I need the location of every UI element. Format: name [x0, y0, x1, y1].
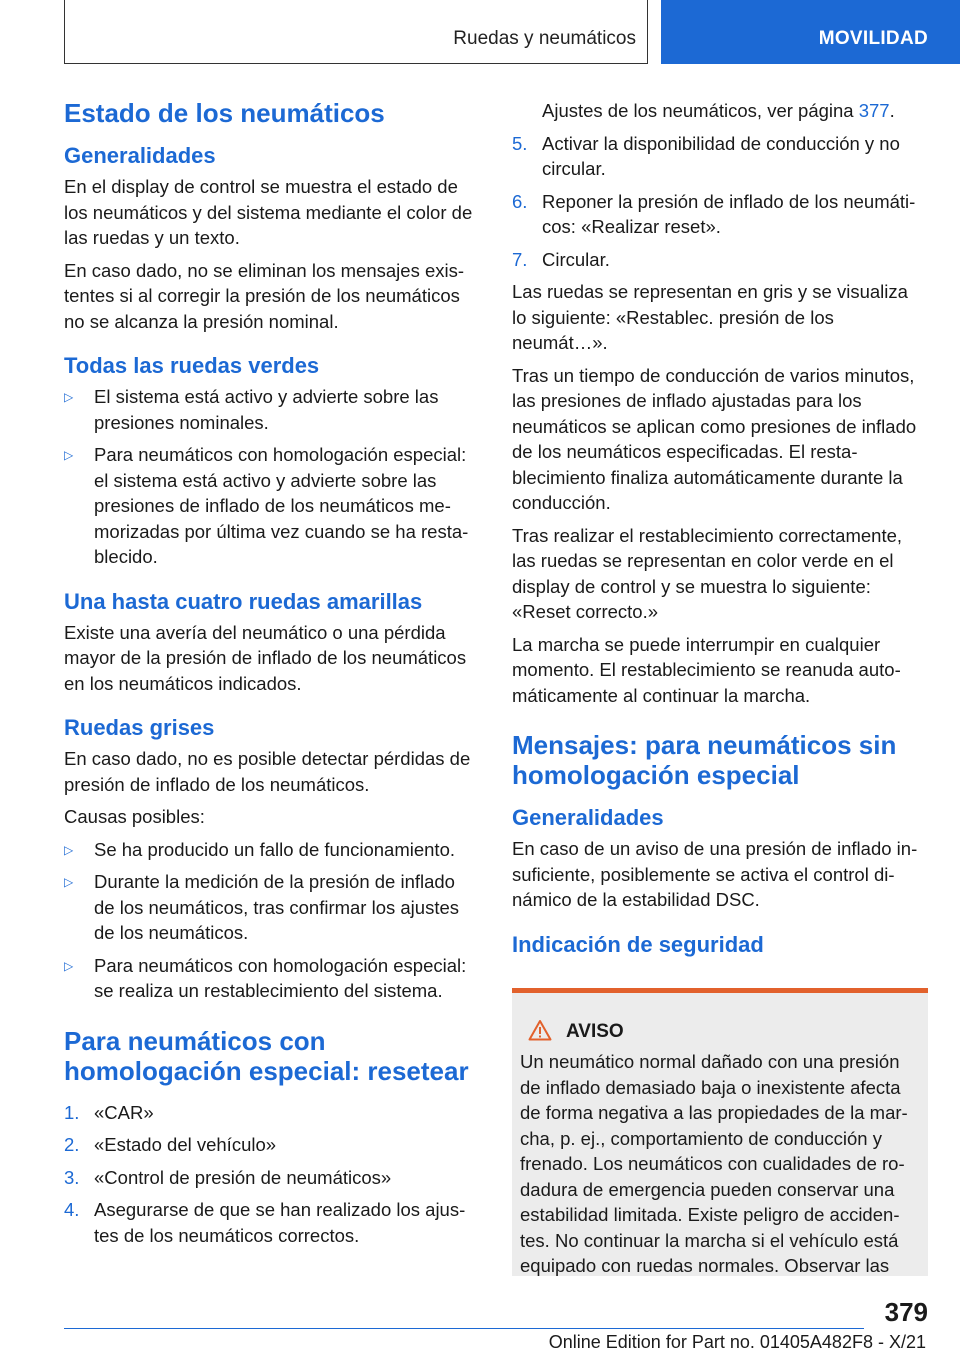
list-item-text: Se ha producido un fallo de funcionamiento.	[94, 838, 456, 860]
triangle-bullet-icon: ▷	[64, 390, 74, 404]
step-text: Asegurarse de que se han realizado los ajustes de los neumáticos correctos.	[94, 1199, 466, 1246]
heading-messages: Mensajes: para neumáticos sin homologación especial	[512, 730, 897, 790]
paragraph: Causas posibles:	[64, 806, 205, 827]
step-number: 7.	[512, 248, 528, 270]
paragraph: Las ruedas se representan en gris y se visualiza lo siguiente: «Restablec. presión de los neumát…».	[512, 281, 908, 353]
step-continuation	[512, 98, 926, 124]
list-item-text: Para neumáticos con homologación especial: el sistema está activo y advierte sobre las presiones de inflado de los neumáticos memorizadas por última vez cuando se ha restablecido.	[94, 444, 469, 567]
paragraph: En el display de control se muestra el estado de los neumáticos y del sistema mediante el color de las ruedas y un texto.	[64, 176, 473, 248]
list-item	[64, 384, 478, 435]
list-item	[64, 869, 478, 946]
step-text: «Control de presión de neumáticos»	[94, 1166, 392, 1188]
list-item-text: El sistema está activo y advierte sobre las presiones nominales.	[94, 386, 439, 433]
step-item	[512, 131, 926, 182]
warning-box	[512, 988, 928, 1276]
step-item	[64, 1197, 478, 1248]
continuation-end: .	[889, 100, 895, 121]
step-text: «CAR»	[94, 1101, 154, 1123]
step-text: Reponer la presión de inflado de los neumáticos: «Realizar reset».	[542, 190, 916, 237]
right-column	[512, 98, 926, 963]
heading-generalidades: Generalidades	[64, 143, 216, 168]
step-item	[64, 1165, 478, 1191]
step-number: 1.	[64, 1101, 80, 1123]
list-item	[64, 953, 478, 1004]
footer-edition: Online Edition for Part no. 01405A482F8 - X/21	[548, 1332, 926, 1352]
list-item-text: Para neumáticos con homologación especial: se realiza un restablecimiento del sistema.	[94, 954, 467, 1001]
step-item	[64, 1100, 478, 1126]
page-number: 379	[884, 1297, 928, 1327]
paragraph: La marcha se puede interrumpir en cualquier momento. El restablecimiento se reanuda automáticamente al continuar la marcha.	[512, 633, 901, 706]
step-number: 6.	[512, 190, 528, 212]
list-item	[64, 442, 478, 570]
heading-safety: Indicación de seguridad	[512, 931, 764, 957]
heading-generalidades-2: Generalidades	[512, 805, 664, 830]
step-item	[512, 189, 926, 240]
step-number: 5.	[512, 132, 528, 154]
step-text: «Estado del vehículo»	[94, 1134, 277, 1155]
header-section-title: Ruedas y neumáticos	[453, 28, 636, 49]
triangle-bullet-icon: ▷	[64, 842, 74, 857]
step-number: 4.	[64, 1199, 80, 1220]
heading-yellow-wheels: Una hasta cuatro ruedas amarillas	[64, 588, 423, 614]
list-item-text: Durante la medición de la presión de inflado de los neumáticos, tras confirmar los ajustes de los neumáticos.	[94, 871, 460, 943]
heading-reset: Para neumáticos con homologación especial: resetear	[64, 1025, 469, 1086]
step-number: 2.	[64, 1134, 80, 1155]
paragraph: Tras un tiempo de conducción de varios minutos, las presiones de inflado ajustadas para los neumáticos se aplican como presiones de inflado de los neumáticos especificadas. El restablecimiento finaliza automáticamente durante la conducción.	[512, 364, 917, 513]
triangle-bullet-icon: ▷	[64, 958, 74, 973]
paragraph: En caso dado, no se eliminan los mensajes existentes si al corregir la presión de los neumáticos no se alcanza la presión nominal.	[64, 259, 465, 332]
heading-grey-wheels: Ruedas grises	[64, 715, 215, 740]
paragraph: Existe una avería del neumático o una pérdida mayor de la presión de inflado de los neumáticos en los neumáticos indicados.	[64, 621, 467, 694]
footer-divider	[64, 1328, 864, 1329]
step-number: 3.	[64, 1166, 80, 1188]
step-text: Activar la disponibilidad de conducción y no circular.	[542, 132, 900, 179]
step-text: Circular.	[542, 248, 610, 270]
triangle-bullet-icon: ▷	[64, 875, 74, 889]
paragraph: En caso de un aviso de una presión de inflado insuficiente, posiblemente se activa el control dinámico de la estabilidad DSC.	[512, 838, 918, 910]
paragraph: Tras realizar el restablecimiento correctamente, las ruedas se representan en color verde en el display de control y se muestra lo siguiente: «Reset correcto.»	[512, 524, 903, 622]
warning-title	[520, 1019, 920, 1043]
step-item	[512, 247, 926, 273]
warning-triangle-icon	[528, 1019, 552, 1041]
left-column	[64, 98, 478, 1255]
step-item	[64, 1132, 478, 1158]
continuation-text: Ajustes de los neumáticos, ver página	[542, 100, 859, 121]
header-tab-movilidad[interactable]: MOVILIDAD	[661, 0, 960, 64]
page-reference-link[interactable]: 377	[858, 100, 890, 121]
paragraph: En caso dado, no es posible detectar pérdidas de presión de inflado de los neumáticos.	[64, 748, 471, 795]
list-item	[64, 837, 478, 863]
triangle-bullet-icon: ▷	[64, 448, 74, 462]
page-title: Estado de los neumáticos	[64, 98, 385, 128]
warning-title-text: AVISO	[566, 1021, 624, 1042]
heading-green-wheels: Todas las ruedas verdes	[64, 353, 320, 378]
warning-text: Un neumático normal dañado con una presión de inflado demasiado baja o inexistente afecta de forma negativa a las propiedades de la marcha, p. ej., comportamiento de conducción y frenado. Los neumáticos con cualidades de rodadura de emergencia pueden conservar una estabilidad limitada. Existe peligro de accidentes. No continuar la marcha si el vehículo está equipado con ruedas normales. Observar las	[520, 1051, 908, 1276]
